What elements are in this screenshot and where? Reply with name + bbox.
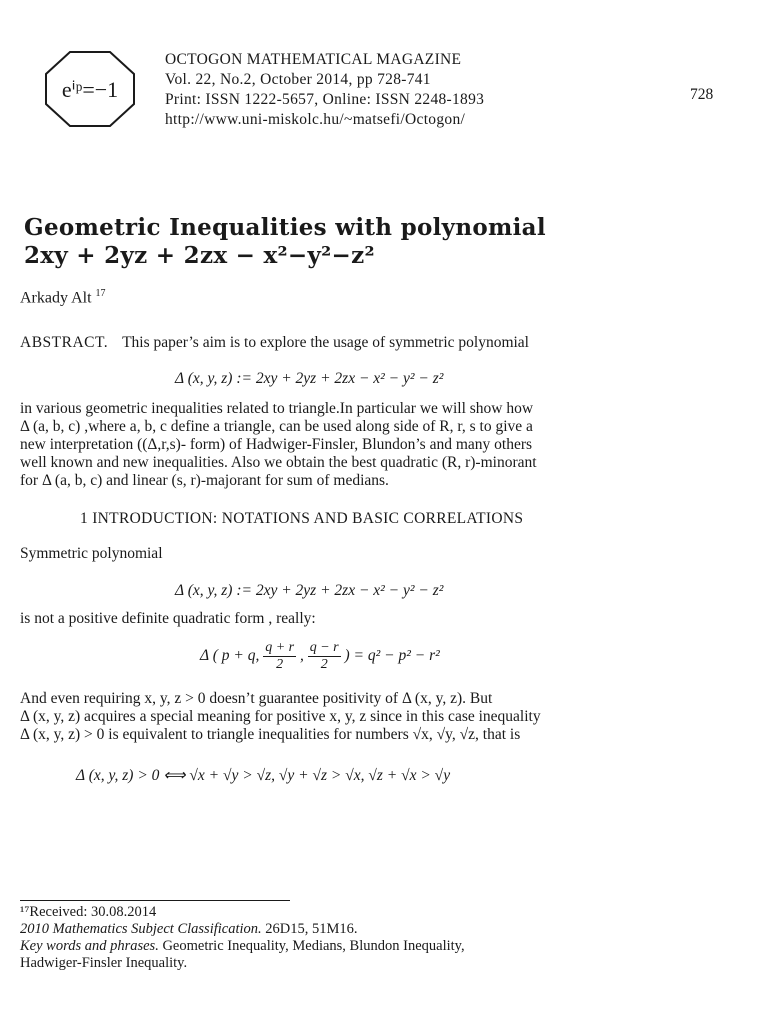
section-heading: 1 INTRODUCTION: NOTATIONS AND BASIC CORRELATIONS bbox=[80, 510, 524, 527]
abstract-line: Δ (a, b, c) ,where a, b, c define a triangle, can be used along side of R, r, s to give a bbox=[20, 418, 533, 435]
eq-fraction-1 bbox=[263, 640, 296, 673]
footnote-msc-value: 26D15, 51M16. bbox=[265, 921, 358, 937]
footnote-received: ¹⁷Received: 30.08.2014 bbox=[20, 904, 157, 920]
section-line: Δ (x, y, z) > 0 is equivalent to triangle inequalities for numbers √x, √y, √z, that is bbox=[20, 726, 521, 743]
section-line: Δ (x, y, z) acquires a special meaning for positive x, y, z since in this case inequality bbox=[20, 708, 541, 725]
section-body bbox=[20, 690, 740, 744]
abstract-line: for Δ (a, b, c) and linear (s, r)-majorant for sum of medians. bbox=[20, 472, 389, 489]
substitution-equation: Δ ( p + q, $\frac{q + r}{2}$ , $\frac{q - r}{2}$ ) = q² − p² − r² bbox=[200, 640, 440, 672]
abstract-body bbox=[20, 400, 740, 490]
section-line: And even requiring x, y, z > 0 doesn’t guarantee positivity of Δ (x, y, z). But bbox=[20, 690, 493, 707]
eq-frac1-den: 2 bbox=[276, 657, 284, 672]
eq-fraction-2 bbox=[308, 640, 341, 673]
abstract-label: ABSTRACT. bbox=[20, 334, 109, 351]
equivalence-formula: Δ (x, y, z) > 0 ⟺ √x + √y > √z, √y + √z > √x, √z + √x > √y bbox=[76, 767, 451, 784]
eq-frac2-num: q − r bbox=[309, 640, 339, 655]
footnote-keywords-label: Key words and phrases. bbox=[20, 938, 159, 954]
author-footnote-mark: 17 bbox=[95, 288, 106, 299]
abstract-line: new interpretation ((Δ,r,s)- form) of Hadwiger-Finsler, Blundon’s and many others bbox=[20, 436, 533, 453]
journal-header bbox=[165, 50, 665, 130]
page-number: 728 bbox=[690, 86, 714, 103]
abstract-first-line bbox=[20, 334, 740, 352]
logo-text: eⁱᵖ=−1 bbox=[61, 77, 119, 102]
abstract-formula: Δ (x, y, z) := 2xy + 2yz + 2zx − x² − y² − z² bbox=[175, 370, 444, 387]
not-positive-text: is not a positive definite quadratic form , really: bbox=[20, 610, 316, 627]
eq-lhs: Δ ( p + q, bbox=[200, 647, 260, 665]
footnote-keywords-value-2: Hadwiger-Finsler Inequality. bbox=[20, 955, 188, 971]
author bbox=[20, 288, 106, 307]
eq-frac1-num: q + r bbox=[265, 640, 295, 655]
title-line-1: Geometric Inequalities with polynomial bbox=[24, 214, 546, 241]
author-name: Arkady Alt bbox=[20, 289, 92, 307]
footnote-divider bbox=[20, 900, 290, 901]
octagon-logo-icon bbox=[44, 50, 136, 128]
journal-url[interactable]: http://www.uni-miskolc.hu/~matsefi/Octogon/ bbox=[165, 111, 466, 128]
title-line-2: 2xy + 2yz + 2zx − x²−y²−z² bbox=[24, 242, 375, 269]
eq-frac2-den: 2 bbox=[320, 657, 328, 672]
journal-logo bbox=[44, 50, 136, 128]
footnote-keywords-value: Geometric Inequality, Medians, Blundon Inequality, bbox=[162, 938, 465, 954]
footnote-msc-label: 2010 Mathematics Subject Classification. bbox=[20, 921, 262, 937]
eq-rhs: ) = q² − p² − r² bbox=[344, 647, 440, 665]
section-intro: Symmetric polynomial bbox=[20, 545, 163, 562]
abstract-line-1: This paper’s aim is to explore the usage of symmetric polynomial bbox=[122, 334, 529, 351]
article-title bbox=[24, 214, 744, 270]
section-formula: Δ (x, y, z) := 2xy + 2yz + 2zx − x² − y² − z² bbox=[175, 582, 444, 599]
abstract-line: in various geometric inequalities related to triangle.In particular we will show how bbox=[20, 400, 534, 417]
abstract-line: well known and new inequalities. Also we obtain the best quadratic (R, r)-minorant bbox=[20, 454, 537, 471]
footnote bbox=[20, 904, 740, 972]
journal-volume: Vol. 22, No.2, October 2014, pp 728-741 bbox=[165, 71, 431, 88]
journal-issn: Print: ISSN 1222-5657, Online: ISSN 2248-1893 bbox=[165, 91, 485, 108]
journal-name: OCTOGON MATHEMATICAL MAGAZINE bbox=[165, 51, 462, 68]
